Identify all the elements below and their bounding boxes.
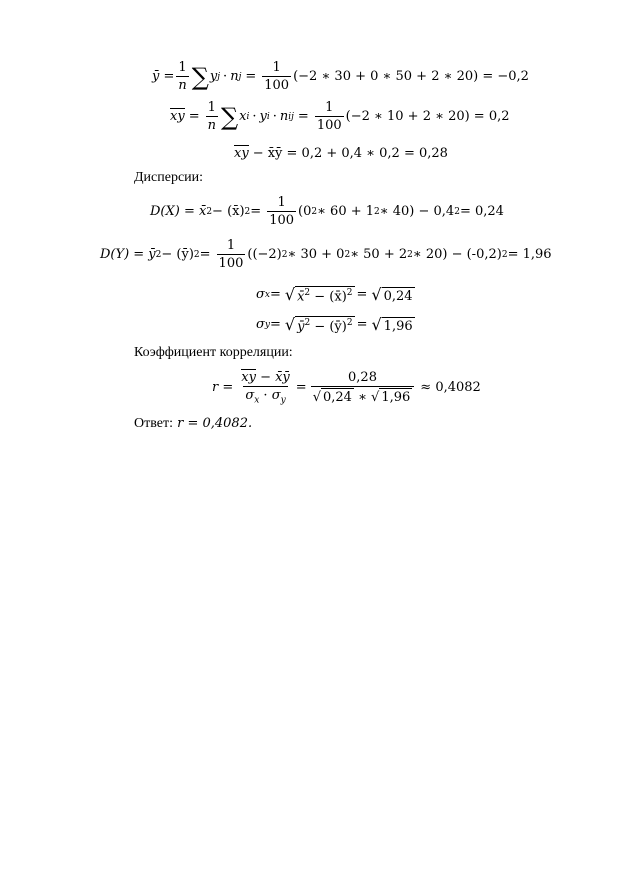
sqrt-symbol: √ x̄$^2$ − (x̄)$^2$ [284, 285, 353, 304]
answer-value: r = 0,4082. [172, 416, 253, 431]
formula-xy-mean: xy = $\frac{1}{n}$ ∑ x i · y i · n ij = $\frac{1}{100}$ (−2 ∗ 10 + 2 ∗ 20) = 0,2 [170, 100, 510, 133]
fraction-r-values: 0,28 √ 0,24 ∗ √ 1,96 [311, 370, 415, 405]
fraction-1-over-100: $\frac{1}{100}$ [316, 100, 342, 133]
covariance-rest: − x̄ȳ = 0,2 + 0,4 ∗ 0,2 = 0,28 [252, 145, 448, 161]
correlation-label: Коэффициент корреляции: [134, 345, 293, 360]
fraction-1-over-100: $\frac{1}{100}$ [218, 238, 244, 271]
answer-line [134, 416, 252, 432]
formula-dy: D(Y) = ȳ 2 − (ȳ) 2 = $\frac{1}{100}$ ((−2) 2 ∗ 30 + 0 2 ∗ 50 + 2 2 ∗ 20) − (-0,2) 2 = 1,96 [100, 238, 552, 271]
fraction-1-over-100: $\frac{1}{100}$ [269, 195, 295, 228]
answer-label: Ответ: [134, 416, 173, 431]
formula-r: r = $\frac{xy - x̄ȳ}{\sigma_x \cdot \sigma_y}$ = 0,28 √ 0,24 ∗ √ 1,96 ≈ 0,4082 [212, 369, 481, 406]
sqrt-symbol: √ 1,96 [371, 315, 413, 334]
xy-overline: xy [234, 146, 249, 161]
formula-y-mean: ȳ = $\frac{1}{n}$ ∑ y j · n j = $\frac{1}{100}$ (−2 ∗ 30 + 0 ∗ 50 + 2 ∗ 20) = −0,2 [152, 60, 529, 93]
y-mean-lhs: ȳ = [152, 69, 175, 84]
sum-symbol: ∑ [191, 62, 209, 91]
xy-mean-rhs: (−2 ∗ 10 + 2 ∗ 20) = 0,2 [345, 109, 510, 124]
dispersions-label: Дисперсии: [134, 170, 204, 185]
fraction-1-over-n: $\frac{1}{n}$ [178, 60, 187, 93]
sum-symbol: ∑ [220, 102, 239, 131]
fraction-1-over-n: $\frac{1}{n}$ [207, 100, 216, 133]
sqrt-symbol: √ $ȳ^2$ − (ȳ)$^2$ [284, 315, 353, 334]
formula-sigma-y: σ y = √ $ȳ^2$ − (ȳ)$^2$ = √ 1,96 [256, 315, 413, 334]
fraction-r-definition: $\frac{xy - x̄ȳ}{\sigma_x \cdot \sigma_y}$ [241, 370, 290, 406]
formula-dx: D(X) = x̄ 2 − (x̄) 2 = $\frac{1}{100}$ (0 2 ∗ 60 + 1 2 ∗ 40) − 0,4 2 = 0,24 [150, 195, 504, 228]
formula-covariance [234, 145, 448, 161]
sqrt-symbol: √ 0,24 [371, 285, 413, 304]
formula-sigma-x: σ x = √ x̄$^2$ − (x̄)$^2$ = √ 0,24 [256, 285, 413, 304]
y-mean-rhs: (−2 ∗ 30 + 0 ∗ 50 + 2 ∗ 20) = −0,2 [293, 69, 529, 84]
xy-overline: xy [170, 109, 185, 125]
fraction-1-over-100: $\frac{1}{100}$ [264, 60, 290, 93]
